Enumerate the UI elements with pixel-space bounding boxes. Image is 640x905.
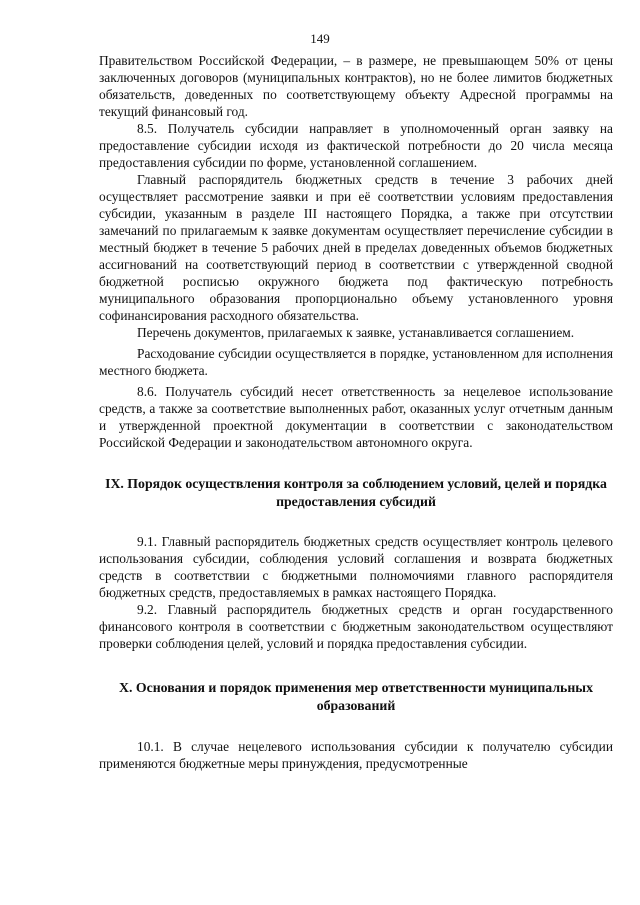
paragraph: 10.1. В случае нецелевого использования субсидии к получателю субсидии применяются бюджетные меры принуждения, предусмотренные bbox=[99, 739, 613, 771]
paragraph: Расходование субсидии осуществляется в порядке, установленном для исполнения местного бюджета. bbox=[99, 346, 613, 378]
paragraph: Перечень документов, прилагаемых к заявке, устанавливается соглашением. bbox=[137, 325, 575, 340]
section-heading: IX. Порядок осуществления контроля за соблюдением условий, целей и порядка предоставления субсидий bbox=[105, 476, 607, 509]
paragraph: 8.5. Получатель субсидии направляет в уполномоченный орган заявку на предоставление субсидии исходя из фактической потребности до 20 числа месяца предоставления субсидии по форме, установленной соглашением. bbox=[99, 121, 613, 170]
document-body bbox=[99, 52, 613, 772]
section-heading: X. Основания и порядок применения мер ответственности муниципальных образований bbox=[119, 680, 593, 713]
paragraph: 9.2. Главный распорядитель бюджетных средств и орган государственного финансового контроля в соответствии с бюджетным законодательством осуществляют проверки соблюдения целей, условий и порядка предоставления субсидии. bbox=[99, 602, 613, 651]
page-number: 149 bbox=[310, 31, 330, 46]
paragraph: 9.1. Главный распорядитель бюджетных средств осуществляет контроль целевого использования субсидии, соблюдения условий соглашения и возврата бюджетных средств в соответствии с бюджетными полномочиями главного распорядителя бюджетных средств, предоставляемых в рамках настоящего Порядка. bbox=[99, 534, 613, 600]
paragraph: 8.6. Получатель субсидий несет ответственность за нецелевое использование средств, а также за соответствие выполненных работ, оказанных услуг отчетным данным и утвержденной проектной документации в соответствии с законодательством Российской Федерации и законодательством автономного округа. bbox=[99, 384, 613, 450]
paragraph: Правительством Российской Федерации, – в размере, не превышающем 50% от цены заключенных договоров (муниципальных контрактов), но не более лимитов бюджетных обязательств, доведенных по соответствующему объекту Адресной программы на текущий финансовый год. bbox=[99, 53, 613, 119]
paragraph: Главный распорядитель бюджетных средств в течение 3 рабочих дней осуществляет рассмотрение заявки и при её соответствии условиям предоставления субсидии, указанным в разделе III настоящего Порядка, а также при отсутствии замечаний по прилагаемым к заявке документам осуществляет перечисление субсидии в местный бюджет в течение 5 рабочих дней в пределах доведенных объемов бюджетных ассигнований на соответствующий период в соответствии с утвержденной сводной бюджетной росписью окружного бюджета под фактическую потребность муниципального образования пропорционально объему установленного уровня софинансирования расходного обязательства. bbox=[99, 172, 613, 323]
